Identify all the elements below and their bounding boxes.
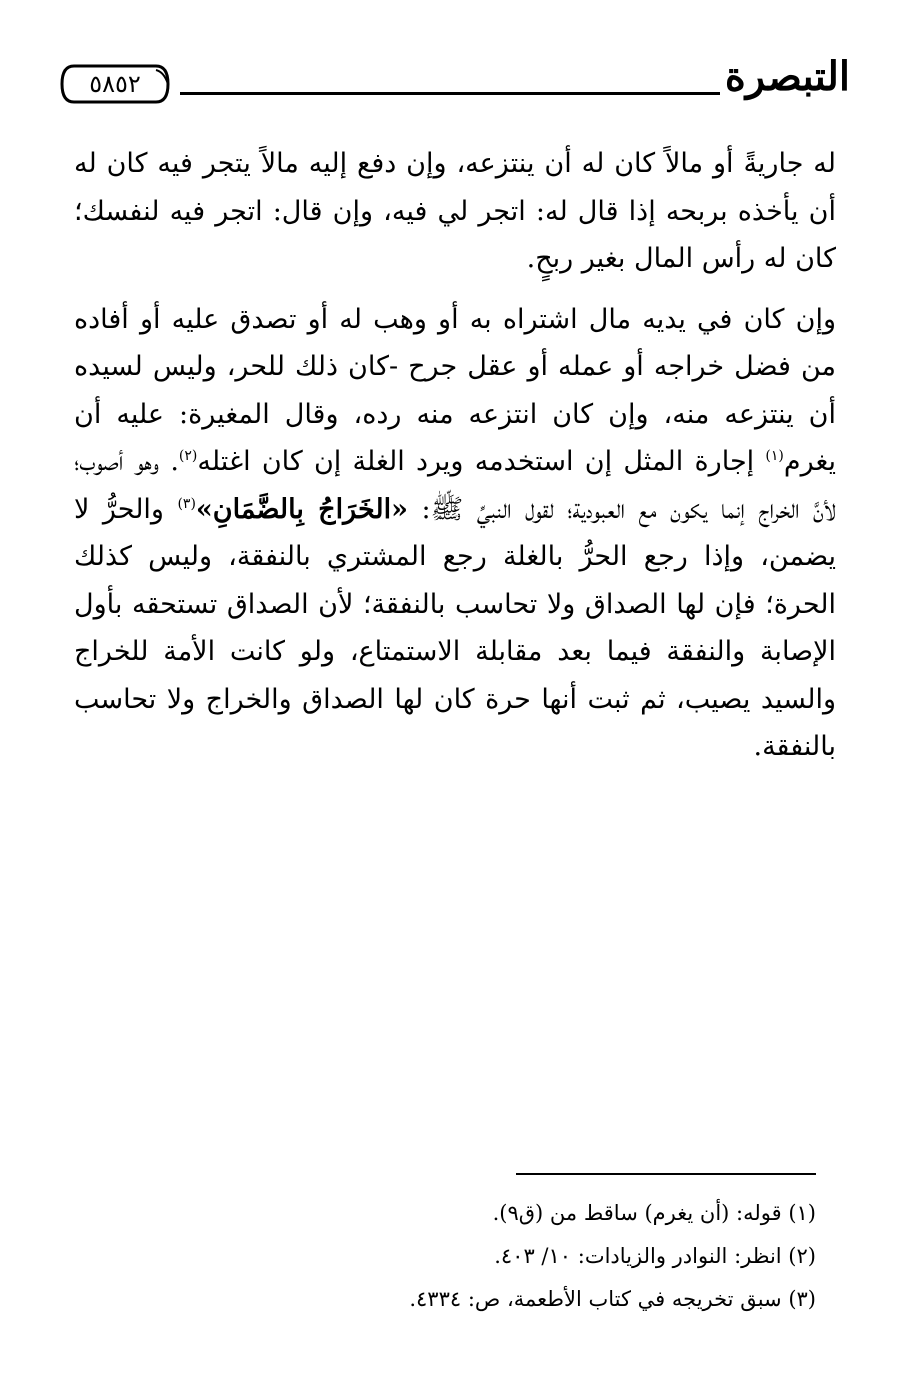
paragraph-1: له جاريةً أو مالاً كان له أن ينتزعه، وإن دفع إليه مالاً يتجر فيه كان له أن يأخذه بربحه إذا قال له: اتجر لي فيه، وإن قال: اتجر فيه لنفسك؛ كان له رأس المال بغير ربحٍ. [74,148,836,274]
footnote-3: (٣) سبق تخريجه في كتاب الأطعمة، ص: ٤٣٣٤. [409,1287,816,1311]
footnote-ref-3: (٣) [177,495,196,512]
footnote-1: (١) قوله: (أن يغرم) ساقط من (ق٩). [492,1201,816,1225]
paragraph-2-part-b: إجارة المثل إن استخدمه ويرد الغلة إن كان اغتله [197,446,766,477]
page-number-badge [60,62,170,106]
paragraph-2 [74,296,836,771]
paragraph-2-part-c: . وهو أصوب؛ لأنَّ الخراج إنما يكون مع العبودية؛ لقول النبيِّ ﷺ: [74,446,837,525]
running-title: التبصرة [724,53,850,100]
page-header [60,52,850,112]
paragraph-2-part-a: وإن كان في يديه مال اشتراه به أو وهب له أو تصدق عليه أو أفاده من فضل خراجه أو عمله أو عقل جرح -كان ذلك للحر، وليس لسيده أن ينتزعه منه، وإن كان انتزعه منه رده، وقال المغيرة: عليه أن يغرم [74,303,837,477]
footnote-2: (٢) انظر: النوادر والزيادات: ١٠/ ٤٠٣. [494,1244,816,1268]
page-number: ٥٨٥٢ [89,70,141,98]
header-rule [180,92,720,95]
main-text [74,140,836,771]
footnote-ref-2: (٢) [178,448,198,464]
hadith-quote: «الخَرَاجُ بِالضَّمَانِ» [195,493,409,525]
footnotes [74,1192,816,1321]
paragraph-2-part-d: والحرُّ لا يضمن، وإذا رجع الحرُّ بالغلة رجع المشتري بالنفقة، وليس كذلك الحرة؛ فإن لها الصداق ولا تحاسب بالنفقة؛ لأن الصداق تستحقه بأول الإصابة والنفقة فيما بعد مقابلة الاستمتاع، ولو كانت الأمة للخراج والسيد يصيب، ثم ثبت أنها حرة كان لها الصداق والخراج ولا تحاسب بالنفقة. [74,493,836,762]
footnote-separator [516,1173,816,1175]
footnote-ref-1: (١) [765,448,784,464]
